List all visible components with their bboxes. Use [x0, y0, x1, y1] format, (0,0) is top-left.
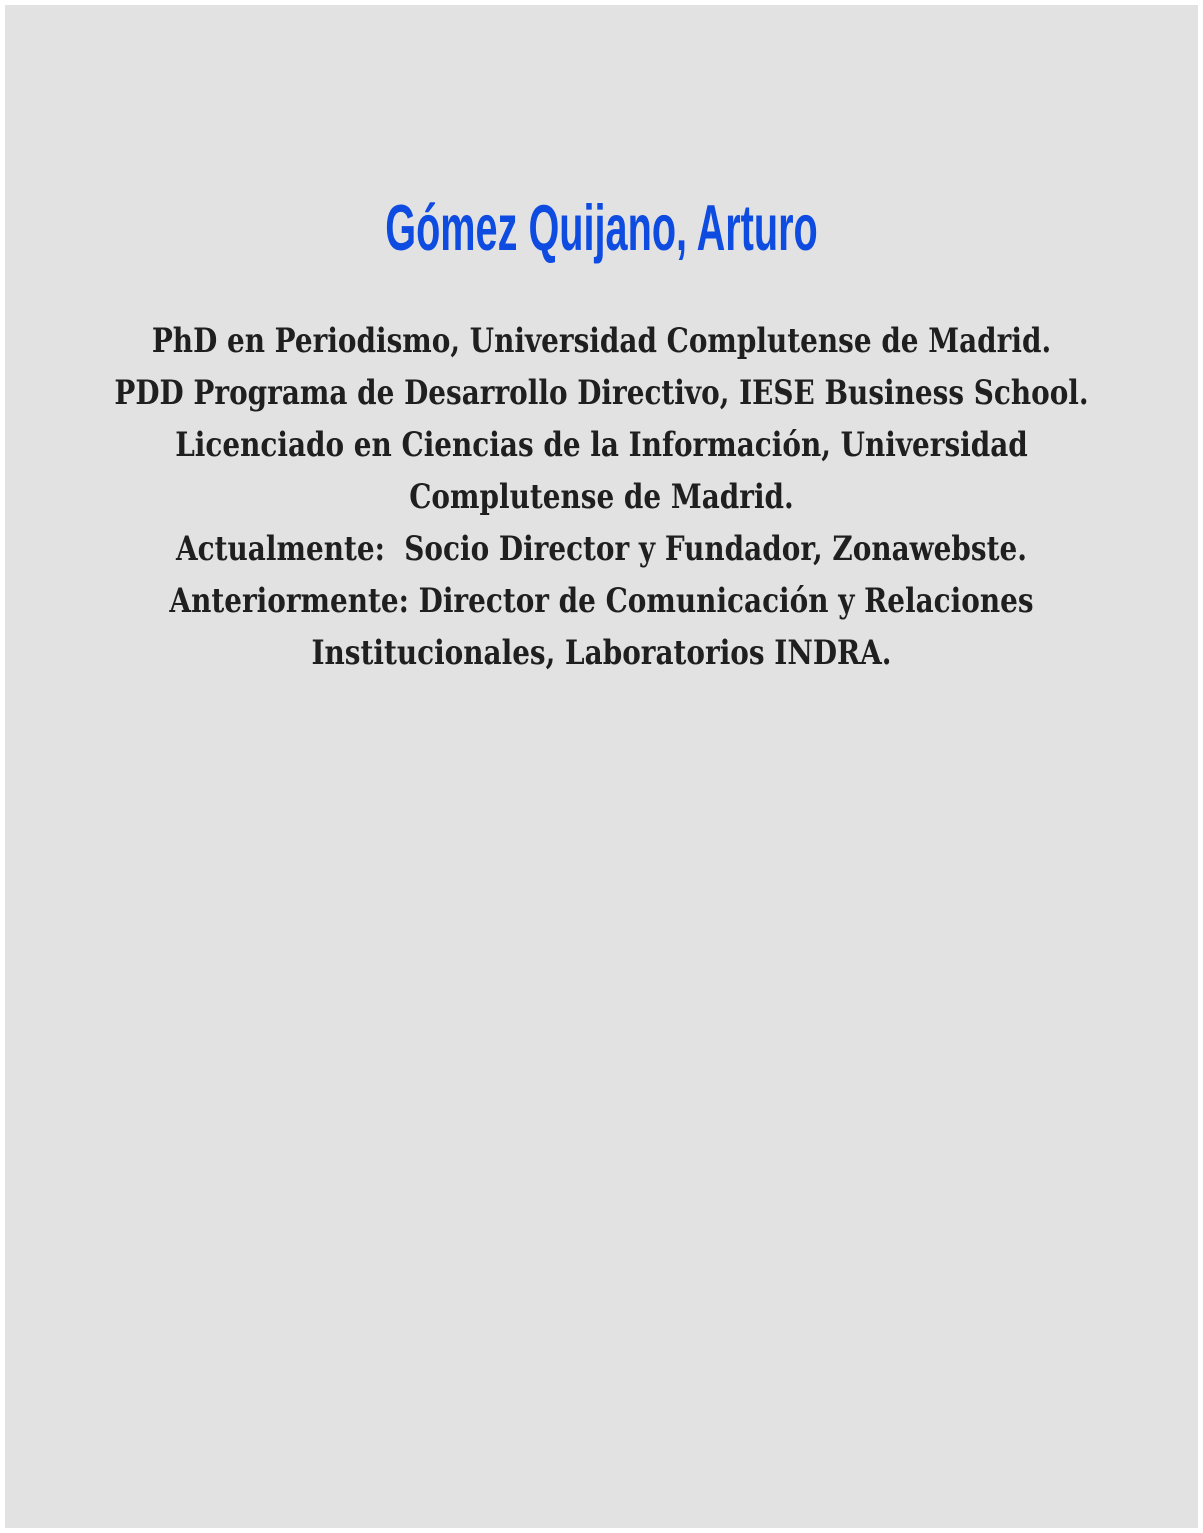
- bio-line: Institucionales, Laboratorios INDRA.: [311, 633, 892, 673]
- bio-line: Complutense de Madrid.: [409, 477, 794, 517]
- bio-line: Licenciado en Ciencias de la Información, Universidad: [175, 425, 1028, 465]
- bio-line: Actualmente: Socio Director y Fundador, Zonawebste.: [176, 529, 1027, 569]
- bio-line: Anteriormente: Director de Comunicación y Relaciones: [169, 581, 1034, 621]
- bio-paragraph: [112, 315, 1090, 679]
- page-title: Gómez Quijano, Arturo: [385, 191, 818, 264]
- bio-line: PhD en Periodismo, Universidad Complutense de Madrid.: [151, 321, 1052, 361]
- bio-page: [5, 5, 1198, 1528]
- bio-line: PDD Programa de Desarrollo Directivo, IESE Business School.: [114, 373, 1089, 413]
